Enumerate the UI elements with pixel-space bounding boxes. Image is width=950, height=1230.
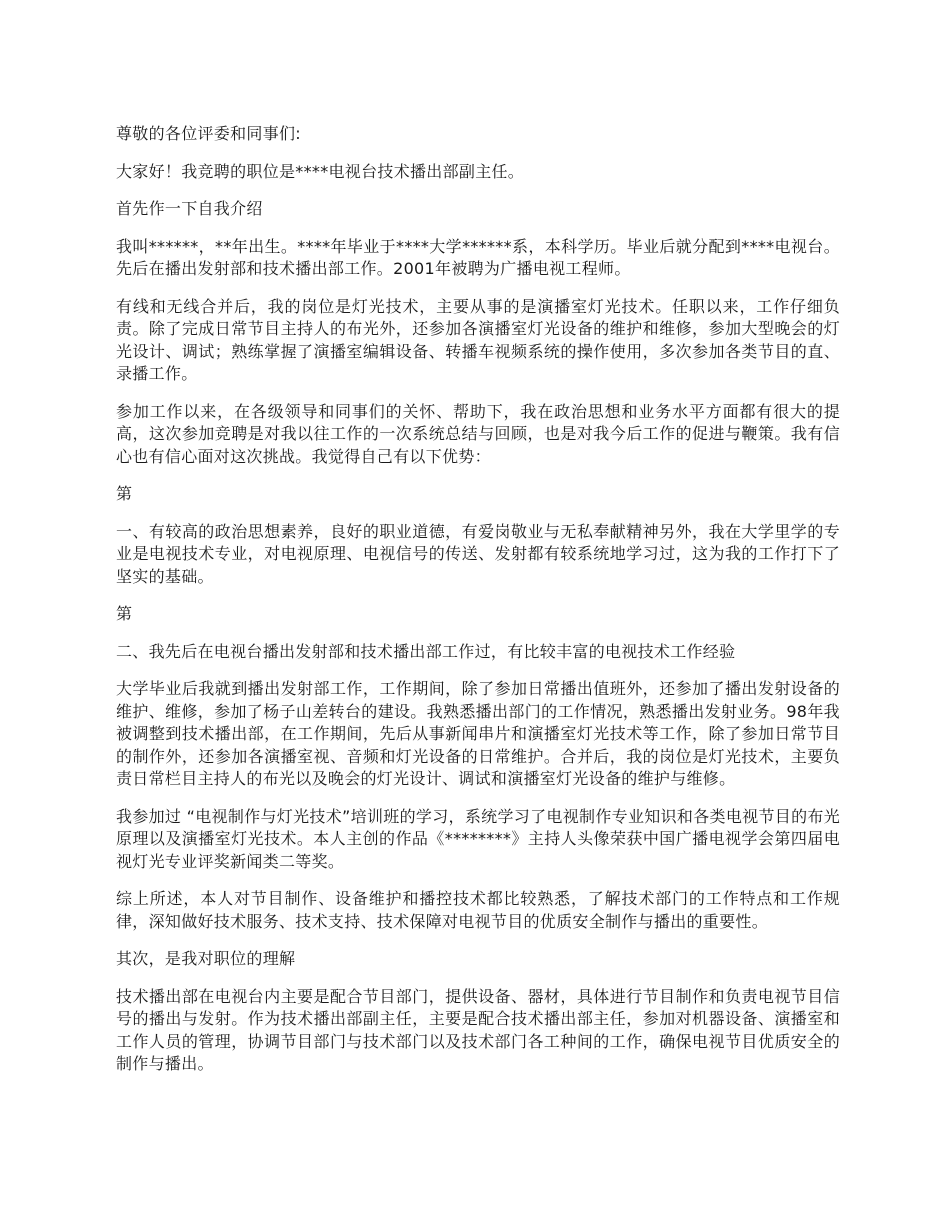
job-duties-paragraph: 有线和无线合并后，我的岗位是灯光技术，主要从事的是演播室灯光技术。任职以来，工作仔细负责。除了完成日常节目主持人的布光外，还参加各演播室灯光设备的维护和维修，参加大型晚会的灯光设计、调试；熟练掌握了演播室编辑设备、转播车视频系统的操作使用，多次参加各类节目的直、录播工作。 bbox=[116, 296, 840, 383]
ordinal-marker: 第 bbox=[116, 484, 133, 503]
self-introduction-paragraph: 我叫******，**年出生。****年毕业于****大学******系，本科学历。毕业后就分配到****电视台。先后在播出发射部和技术播出部工作。2001年被聘为广播电视工程师。 bbox=[116, 236, 840, 278]
intro-heading: 首先作一下自我介绍 bbox=[116, 199, 263, 218]
document-page bbox=[116, 123, 840, 1091]
department-role-paragraph: 技术播出部在电视台内主要是配合节目部门，提供设备、器材，具体进行节目制作和负责电视节目信号的播出与发射。作为技术播出部副主任，主要是配合技术播出部主任，参加对机器设备、演播室和工作人员的管理，协调节目部门与技术部门以及技术部门各工种间的工作，确保电视节目优质安全的制作与播出。 bbox=[116, 986, 840, 1073]
greeting-paragraph: 大家好！我竞聘的职位是****电视台技术播出部副主任。 bbox=[116, 161, 525, 181]
training-award-paragraph: 我参加过 “电视制作与灯光技术”培训班的学习，系统学习了电视制作专业知识和各类电视节目的布光原理以及演播室灯光技术。本人主创的作品《********》主持人头像荣获中国广播电视学会第四届电视灯光专业评奖新闻类二等奖。 bbox=[116, 806, 840, 871]
advantage-one-paragraph: 一、有较高的政治思想素养，良好的职业道德，有爱岗敬业与无私奉献精神另外，我在大学里学的专业是电视技术专业，对电视原理、电视信号的传送、发射都有较系统地学习过，这为我的工作打下了坚实的基础。 bbox=[116, 521, 840, 586]
summary-paragraph: 综上所述，本人对节目制作、设备维护和播控技术都比较熟悉，了解技术部门的工作特点和工作规律，深知做好技术服务、技术支持、技术保障对电视节目的优质安全制作与播出的重要性。 bbox=[116, 889, 840, 931]
ordinal-marker: 第 bbox=[116, 604, 133, 623]
salutation: 尊敬的各位评委和同事们: bbox=[116, 124, 301, 143]
motivation-paragraph: 参加工作以来，在各级领导和同事们的关怀、帮助下，我在政治思想和业务水平方面都有很大的提高，这次参加竞聘是对我以往工作的一次系统总结与回顾，也是对我今后工作的促进与鞭策。我有信心也有信心面对这次挑战。我觉得自己有以下优势： bbox=[116, 401, 840, 466]
work-experience-paragraph: 大学毕业后我就到播出发射部工作，工作期间，除了参加日常播出值班外，还参加了播出发射设备的维护、维修，参加了杨子山差转台的建设。我熟悉播出部门的工作情况，熟悉播出发射业务。98年我被调整到技术播出部，在工作期间，先后从事新闻串片和演播室灯光技术等工作，除了参加日常节目的制作外，还参加各演播室视、音频和灯光设备的日常维护。合并后，我的岗位是灯光技术，主要负责日常栏目主持人的布光以及晚会的灯光设计、调试和演播室灯光设备的维护与维修。 bbox=[116, 679, 840, 788]
advantage-two-paragraph: 二、我先后在电视台播出发射部和技术播出部工作过，有比较丰富的电视技术工作经验 bbox=[116, 641, 736, 661]
understanding-heading: 其次，是我对职位的理解 bbox=[116, 949, 296, 968]
